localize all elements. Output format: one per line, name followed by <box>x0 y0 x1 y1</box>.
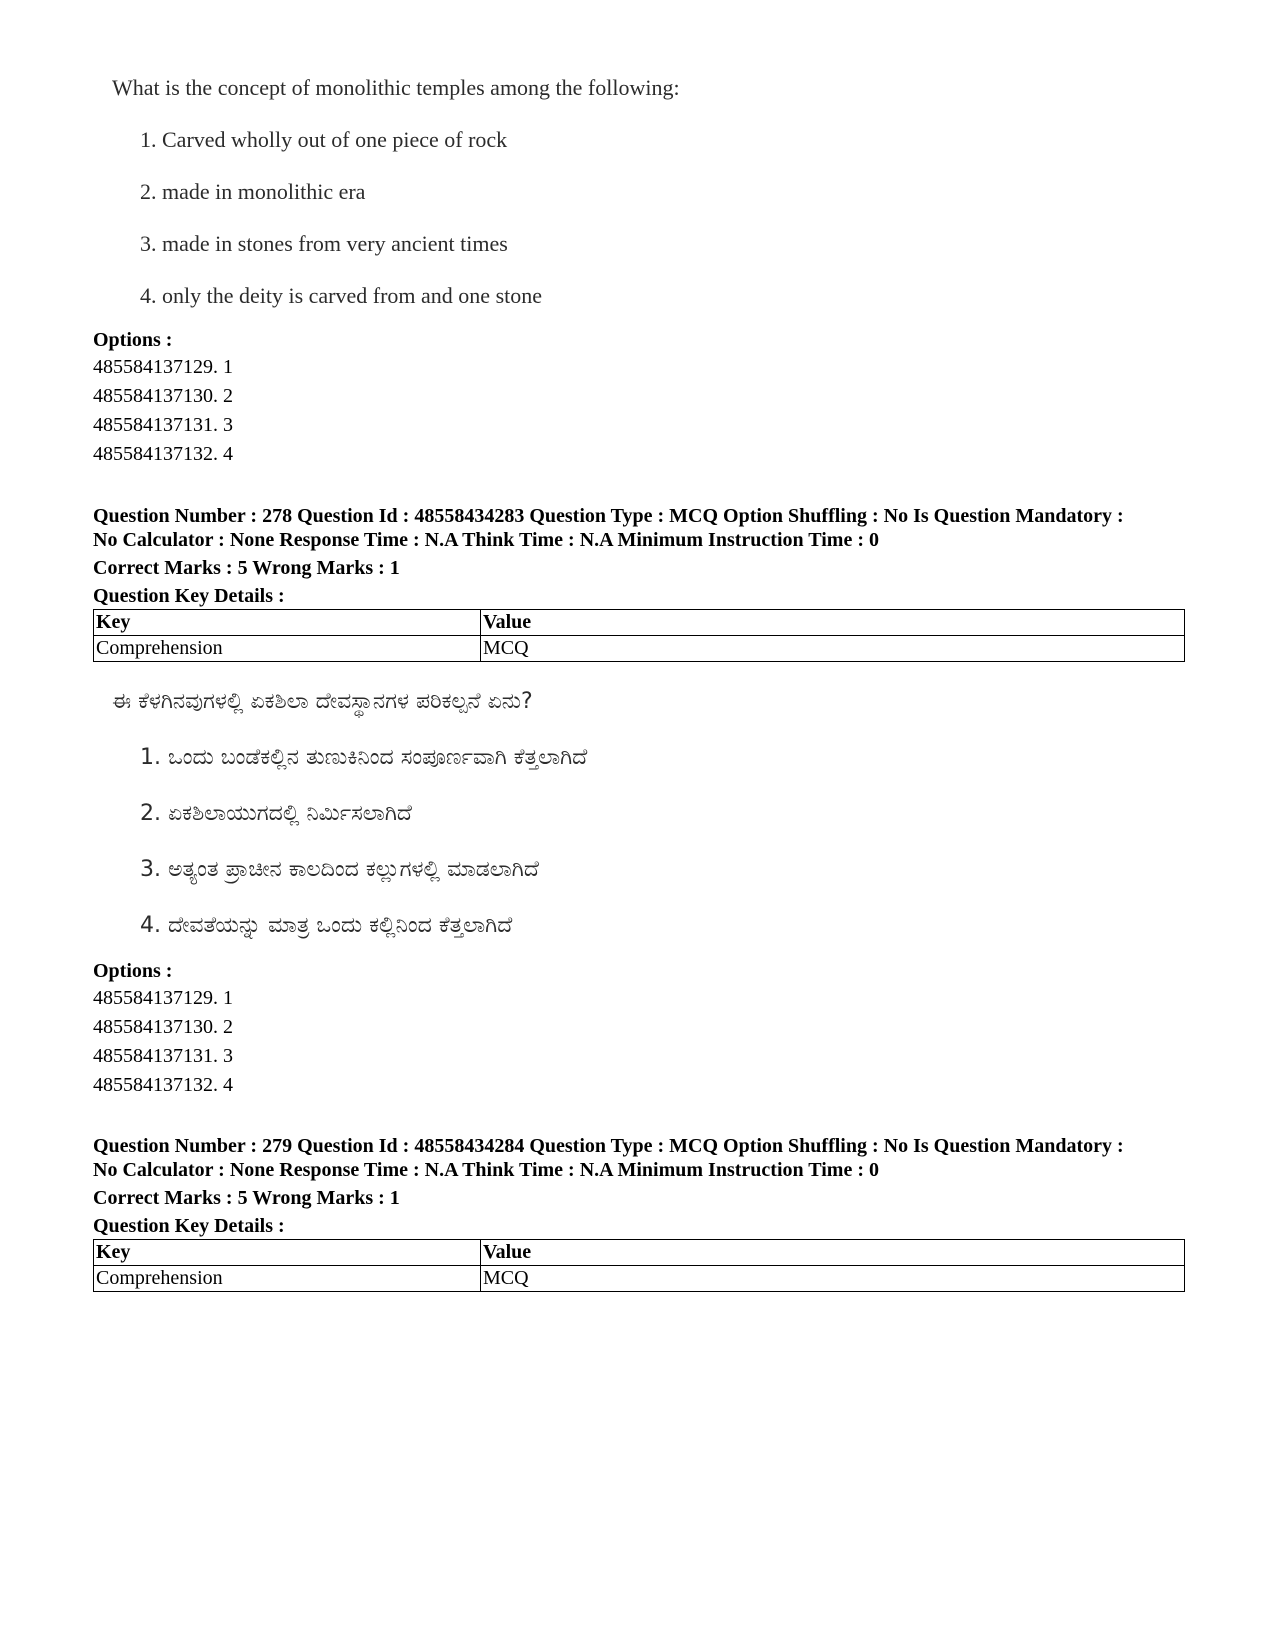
question-stem: ಈ ಕೆಳಗಿನವುಗಳಲ್ಲಿ ಏಕಶಿಲಾ ದೇವಸ್ಥಾನಗಳ ಪರಿಕಲ್ಪನೆ ಏನು? <box>112 689 533 714</box>
option-item: 485584137131. 3 <box>93 414 233 436</box>
table-header-cell: Value <box>481 610 1185 636</box>
option-item: 485584137132. 4 <box>93 443 233 465</box>
table-cell: MCQ <box>481 636 1185 662</box>
question-meta-line: No Calculator : None Response Time : N.A Think Time : N.A Minimum Instruction Time : 0 <box>93 529 879 551</box>
question-choice: 4. ದೇವತೆಯನ್ನು ಮಾತ್ರ ಒಂದು ಕಲ್ಲಿನಿಂದ ಕೆತ್ತಲಾಗಿದೆ <box>140 913 513 938</box>
question-meta-279 <box>93 1134 1183 1238</box>
question-choice: 2. made in monolithic era <box>140 179 366 204</box>
table-cell: MCQ <box>481 1266 1185 1292</box>
options-label: Options : <box>93 960 173 982</box>
table-cell: Comprehension <box>94 1266 481 1292</box>
question-meta-line: No Calculator : None Response Time : N.A Think Time : N.A Minimum Instruction Time : 0 <box>93 1159 879 1181</box>
options-label: Options : <box>93 329 173 351</box>
marks-line: Correct Marks : 5 Wrong Marks : 1 <box>93 557 400 579</box>
question-choice: 1. Carved wholly out of one piece of rock <box>140 127 508 152</box>
key-details-table <box>93 609 1185 662</box>
key-details-table <box>93 1239 1185 1292</box>
question-choice: 4. only the deity is carved from and one stone <box>140 283 543 308</box>
question-meta-line: Question Number : 278 Question Id : 48558434283 Question Type : MCQ Option Shuffling : No Is Question Mandatory : <box>93 505 1124 527</box>
option-item: 485584137132. 4 <box>93 1074 233 1096</box>
question-meta-278 <box>93 504 1183 608</box>
question-choice: 2. ಏಕಶಿಲಾಯುಗದಲ್ಲಿ ನಿರ್ಮಿಸಲಾಗಿದೆ <box>140 801 412 826</box>
question-image-kannada <box>112 688 587 940</box>
table-row <box>94 1266 1185 1292</box>
question-meta-line: Question Number : 279 Question Id : 48558434284 Question Type : MCQ Option Shuffling : No Is Question Mandatory : <box>93 1135 1124 1157</box>
question-choice: 3. ಅತ್ಯಂತ ಪ್ರಾಚೀನ ಕಾಲದಿಂದ ಕಲ್ಲುಗಳಲ್ಲಿ ಮಾಡಲಾಗಿದೆ <box>140 857 539 882</box>
option-item: 485584137129. 1 <box>93 987 233 1009</box>
table-row <box>94 636 1185 662</box>
table-header-row <box>94 1240 1185 1266</box>
table-header-cell: Key <box>94 1240 481 1266</box>
options-block <box>93 958 1183 1100</box>
table-header-cell: Key <box>94 610 481 636</box>
question-choice: 1. ಒಂದು ಬಂಡೆಕಲ್ಲಿನ ತುಣುಕಿನಿಂದ ಸಂಪೂರ್ಣವಾಗಿ ಕೆತ್ತಲಾಗಿದೆ <box>140 745 588 770</box>
question-choice: 3. made in stones from very ancient times <box>140 231 508 256</box>
key-details-label: Question Key Details : <box>93 1215 285 1237</box>
marks-line: Correct Marks : 5 Wrong Marks : 1 <box>93 1187 400 1209</box>
table-cell: Comprehension <box>94 636 481 662</box>
table-header-row <box>94 610 1185 636</box>
question-image-english <box>112 74 680 310</box>
option-item: 485584137130. 2 <box>93 385 233 407</box>
question-choice-list <box>112 744 587 940</box>
option-item: 485584137131. 3 <box>93 1045 233 1067</box>
key-details-label: Question Key Details : <box>93 585 285 607</box>
option-item: 485584137129. 1 <box>93 356 233 378</box>
question-stem: What is the concept of monolithic temples among the following: <box>112 75 680 100</box>
option-item: 485584137130. 2 <box>93 1016 233 1038</box>
question-choice-list <box>112 126 680 310</box>
options-block <box>93 327 1183 469</box>
table-header-cell: Value <box>481 1240 1185 1266</box>
